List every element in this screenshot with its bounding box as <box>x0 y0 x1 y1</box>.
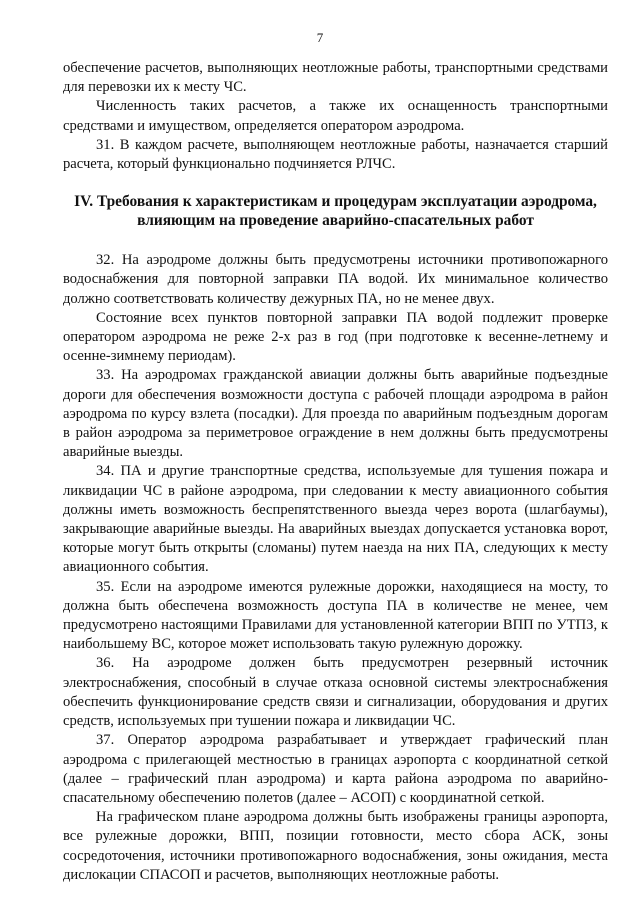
document-body <box>63 59 608 885</box>
paragraph-continuation: обеспечение расчетов, выполняющих неотложные работы, транспортными средствами для перевозки их к месту ЧС. <box>63 60 608 96</box>
section-heading: IV. Требования к характеристикам и процедурам эксплуатации аэродрома, влияющим на проведение аварийно-спасательных работ <box>74 193 597 230</box>
paragraph-33: 33. На аэродромах гражданской авиации должны быть аварийные подъездные дороги для обеспечения возможности доступа с рабочей площади аэродрома в район аэродрома по курсу взлета (посадки). Для проезда по аварийным подъездным дорогам в район аэродрома за периметровое ограждение в нем должны быть предусмотрены аварийные выезды. <box>63 367 608 461</box>
paragraph-36: 36. На аэродроме должен быть предусмотрен резервный источник электроснабжения, способный в случае отказа основной системы электроснабжения обеспечить функционирование средств связи и сигнализации, оборудования и других средств, используемых при тушении пожара и ликвидации ЧС. <box>63 655 608 730</box>
paragraph-crew-count: Численность таких расчетов, а также их оснащенность транспортными средствами и имуществом, определяется оператором аэродрома. <box>63 98 608 134</box>
page-number: 7 <box>316 30 324 45</box>
paragraph-37: 37. Оператор аэродрома разрабатывает и утверждает графический план аэродрома с прилегающей местностью в границах аэропорта с координатной сеткой (далее – графический план аэродрома) и карта района аэродрома по аварийно-спасательному обеспечению полетов (далее – АСОП) с координатной сеткой. <box>63 732 608 806</box>
paragraph-35: 35. Если на аэродроме имеются рулежные дорожки, находящиеся на мосту, то должна быть обеспечена возможность доступа ПА в количестве не менее, чем предусмотрено настоящими Правилами для установленной категории ВПП по УТПЗ, к наибольшему ВС, которое может использовать такую рулежную дорожку. <box>63 578 608 653</box>
paragraph-31: 31. В каждом расчете, выполняющем неотложные работы, назначается старший расчета, который функционально подчиняется РЛЧС. <box>63 136 608 173</box>
paragraph-34: 34. ПА и другие транспортные средства, используемые для тушения пожара и ликвидации ЧС в районе аэродрома, при следовании к месту авиационного события должны иметь возможность беспрепятственного выезда через ворота (шлагбаумы), закрывающие аварийные выезды. На аварийных выездах допускается установка ворот, которые могут быть открыты (сломаны) путем наезда на них ПА, следующих к месту авиационного события. <box>63 463 608 576</box>
paragraph-refill-check: Состояние всех пунктов повторной заправки ПА водой подлежит проверке оператором аэродрома не реже 2-х раз в год (при подготовке к весенне-летнему и осенне-зимнему периодам). <box>63 309 608 365</box>
paragraph-32: 32. На аэродроме должны быть предусмотрены источники противопожарного водоснабжения для повторной заправки ПА водой. Их минимальное количество должно соответствовать количеству дежурных ПА, но не менее двух. <box>63 252 608 307</box>
paragraph-graphic-plan: На графическом плане аэродрома должны быть изображены границы аэропорта, все рулежные дорожки, ВПП, позиции готовности, место сбора АСК, зоны сосредоточения, источники противопожарного водоснабжения, зоны ожидания, места дислокации СПАСОП и расчетов, выполняющих неотложные работы. <box>63 809 608 883</box>
